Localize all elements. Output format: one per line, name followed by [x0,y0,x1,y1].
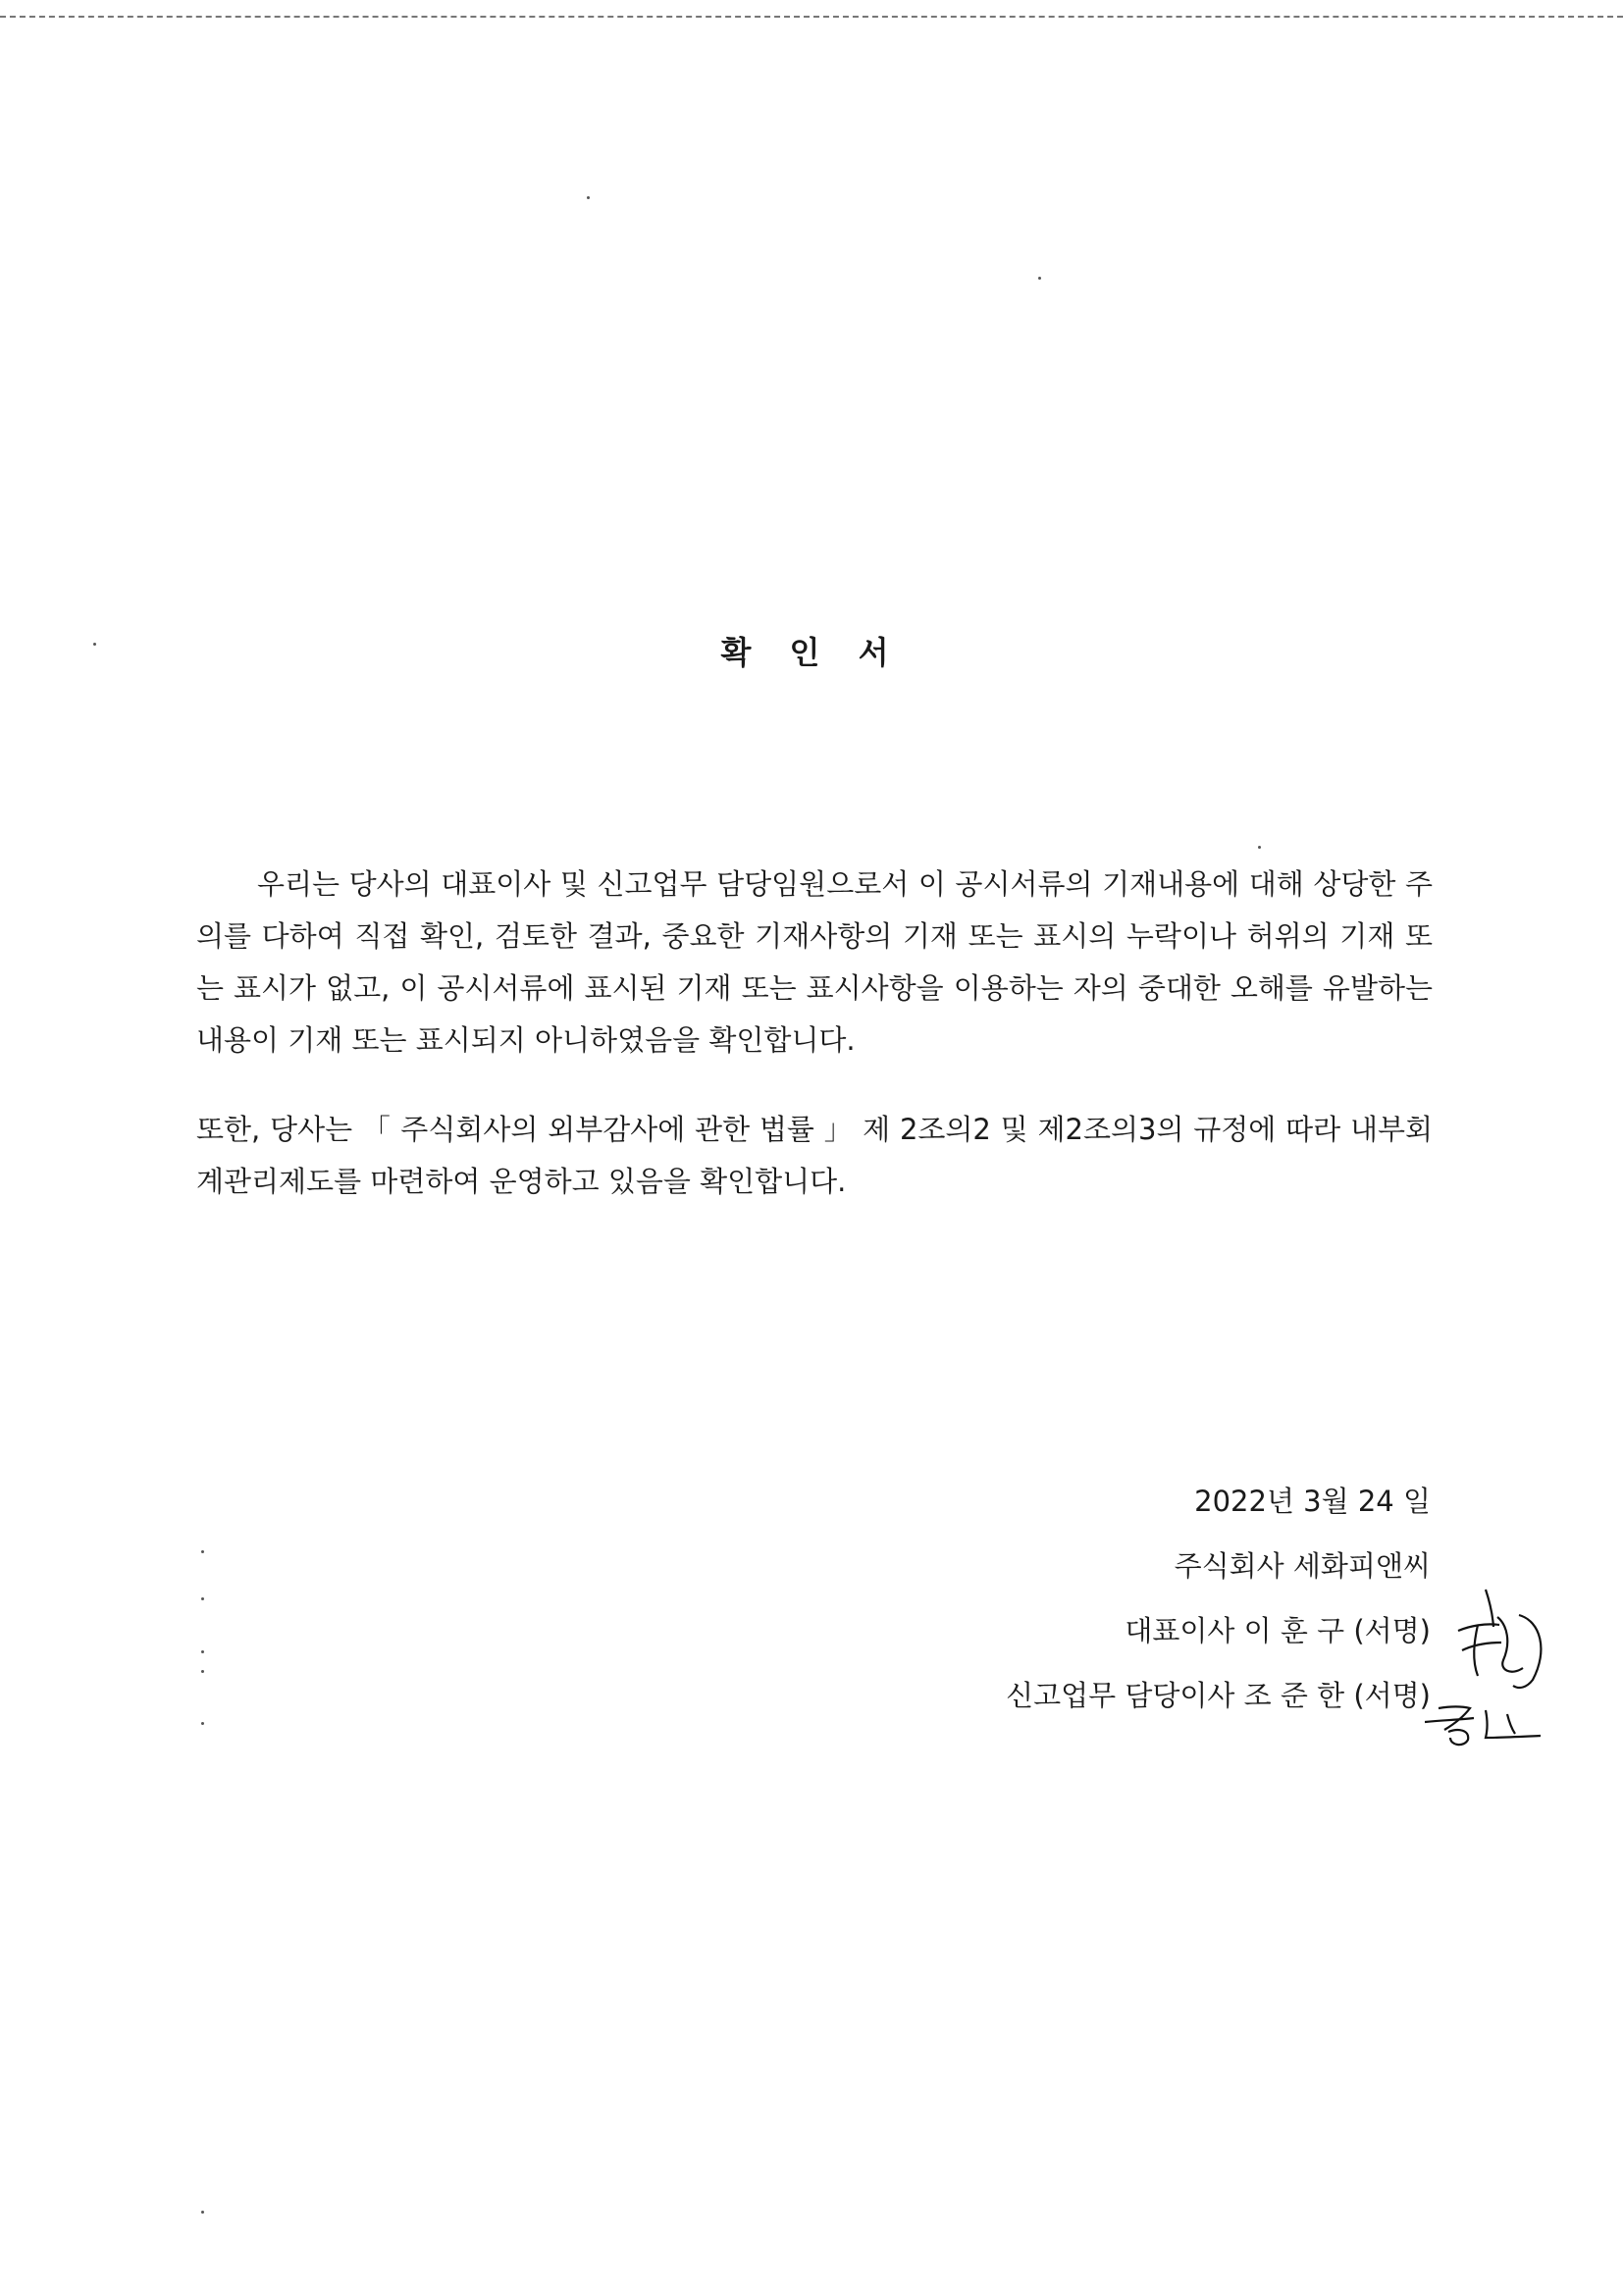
scan-speck [201,2211,204,2214]
scan-speck [587,196,590,199]
officer-signature-line: 신고업무 담당이사 조 준 한 (서명) [1006,1679,1431,1712]
scan-speck [201,1670,204,1673]
scan-speck [1038,277,1041,280]
paragraph-text: 우리는 당사의 대표이사 및 신고업무 담당임원으로서 이 공시서류의 기재내용에 대해 상당한 주의를 다하여 직접 확인, 검토한 결과, 중요한 기재사항의 기재 또는 표시의 누락이나 허위의 기재 또는 표시가 없고, 이 공시서류에 표시된 기재 또는 표시사항을 이용하는 자의 중대한 오해를 유발하는 내용이 기재 또는 표시되지 아니하였음을 확인합니다. [196,867,1433,1057]
confirmation-paragraph [196,859,1433,1067]
scan-speck [201,1722,204,1725]
internal-control-paragraph [196,1104,1433,1208]
officer-handwritten-signature [1425,1700,1546,1751]
signature-block [1006,1469,1431,1728]
ceo-signature-line: 대표이사 이 훈 구 (서명) [1125,1614,1431,1647]
scan-edge-line [0,16,1623,18]
document-title: 확 인 서 [720,634,903,671]
scan-speck [201,1650,204,1653]
scan-speck [201,1550,204,1553]
scan-speck [1258,846,1261,849]
signing-date: 2022년 3월 24 일 [1194,1485,1431,1518]
ceo-handwritten-signature [1439,1582,1554,1699]
scan-speck [201,1597,204,1600]
paragraph-text: 또한, 당사는 「 주식회사의 외부감사에 관한 법률 」 제 2조의2 및 제2조의3의 규정에 따라 내부회계관리제도를 마련하여 운영하고 있음을 확인합니다. [196,1113,1433,1198]
company-name: 주식회사 세화피앤씨 [1174,1549,1431,1583]
